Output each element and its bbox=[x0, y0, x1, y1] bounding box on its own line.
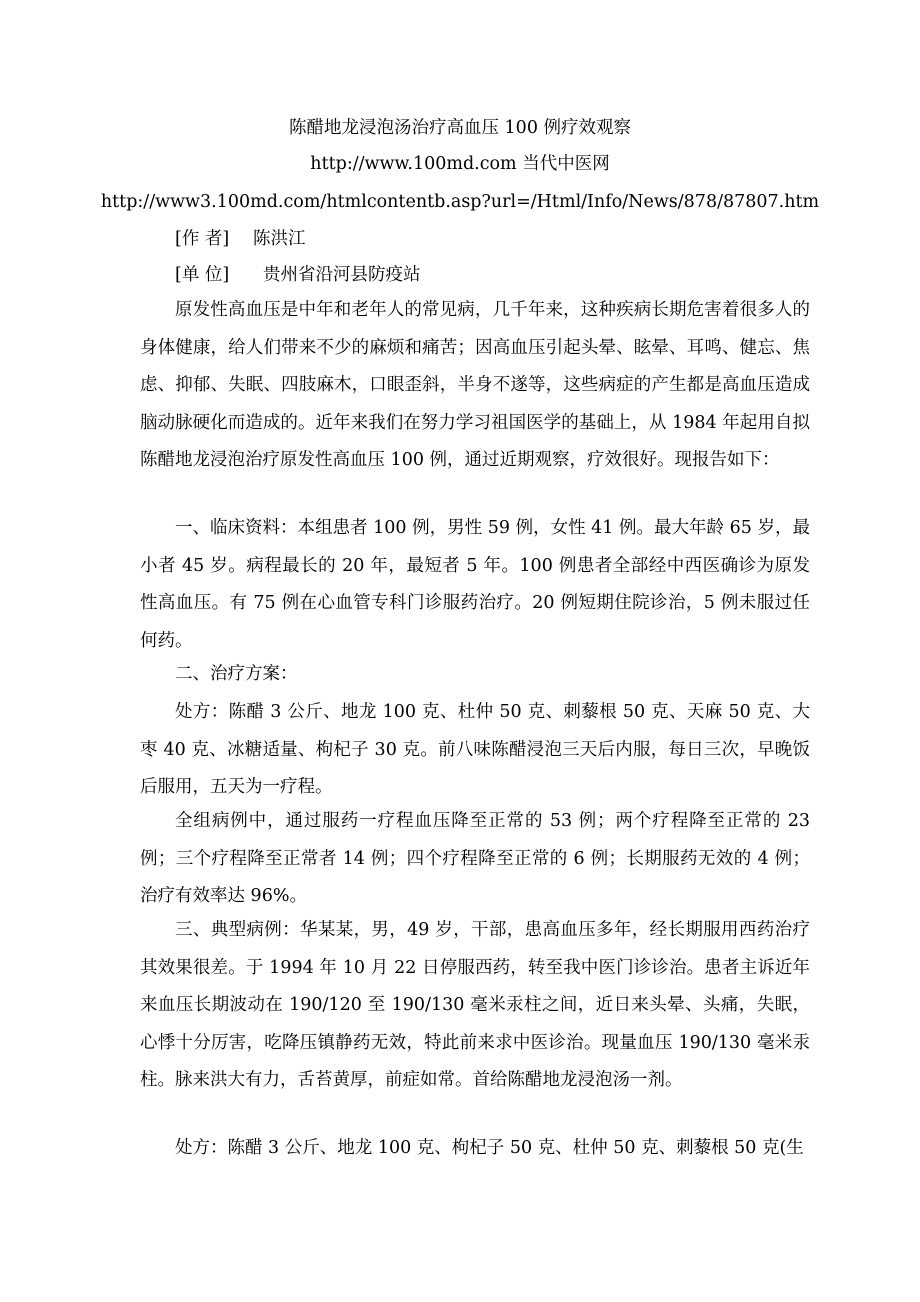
source-url: http://www3.100md.com/htmlcontentb.asp?url=/Html/Info/News/878/87807.htm bbox=[100, 192, 820, 212]
paragraph-case-prescription: 处方：陈醋 3 公斤、地龙 100 克、枸杞子 50 克、杜仲 50 克、刺藜根 50 克(生 bbox=[175, 1138, 804, 1158]
paragraph-typical-case: 三、典型病例：华某某，男，49 岁，干部，患高血压多年，经长期服用西药治疗其效果很差。于 1994 年 10 月 22 日停服西药，转至我中医门诊诊治。患者主诉近年来血压长期波动在 190/120 至 190/130 毫米汞柱之间，近日来头晕、头痛，失眠，心悸十分厉害，吃降压镇静药无效，特此前来求中医诊治。现量血压 190/130 毫米汞柱。脉来洪大有力，舌苔黄厚，前症如常。首给陈醋地龙浸泡汤一剂。 bbox=[140, 920, 810, 1090]
author-line bbox=[175, 227, 306, 251]
unit-value: 贵州省沿河县防疫站 bbox=[263, 265, 421, 285]
document-title: 陈醋地龙浸泡汤治疗高血压 100 例疗效观察 bbox=[288, 118, 632, 138]
author-value: 陈洪江 bbox=[253, 229, 306, 249]
unit-line bbox=[175, 263, 421, 287]
author-label: [作 者] bbox=[175, 229, 230, 249]
paragraph-results: 全组病例中，通过服药一疗程血压降至正常的 53 例；两个疗程降至正常的 23 例；三个疗程降至正常者 14 例；四个疗程降至正常的 6 例；长期服药无效的 4 例；治疗有效率达 96%。 bbox=[140, 811, 810, 906]
unit-label: [单 位] bbox=[175, 265, 230, 285]
paragraph-intro: 原发性高血压是中年和老年人的常见病，几千年来，这种疾病长期危害着很多人的身体健康，给人们带来不少的麻烦和痛苦；因高血压引起头晕、眩晕、耳鸣、健忘、焦虑、抑郁、失眠、四肢麻木，口眼歪斜，半身不遂等，这些病症的产生都是高血压造成脑动脉硬化而造成的。近年来我们在努力学习祖国医学的基础上，从 1984 年起用自拟陈醋地龙浸泡治疗原发性高血压 100 例，通过近期观察，疗效很好。现报告如下： bbox=[140, 300, 810, 470]
paragraph-treatment-heading: 二、治疗方案： bbox=[175, 664, 298, 684]
source-site: http://www.100md.com 当代中医网 bbox=[310, 154, 610, 174]
paragraph-prescription: 处方：陈醋 3 公斤、地龙 100 克、杜仲 50 克、刺藜根 50 克、天麻 50 克、大枣 40 克、冰糖适量、枸杞子 30 克。前八味陈醋浸泡三天后内服，每日三次，早晚饭后服用，五天为一疗程。 bbox=[140, 702, 810, 797]
paragraph-clinical-data: 一、临床资料：本组患者 100 例，男性 59 例，女性 41 例。最大年龄 65 岁，最小者 45 岁。病程最长的 20 年，最短者 5 年。100 例患者全部经中西医确诊为原发性高血压。有 75 例在心血管专科门诊服药治疗。20 例短期住院诊治，5 例未服过任何药。 bbox=[140, 518, 810, 651]
